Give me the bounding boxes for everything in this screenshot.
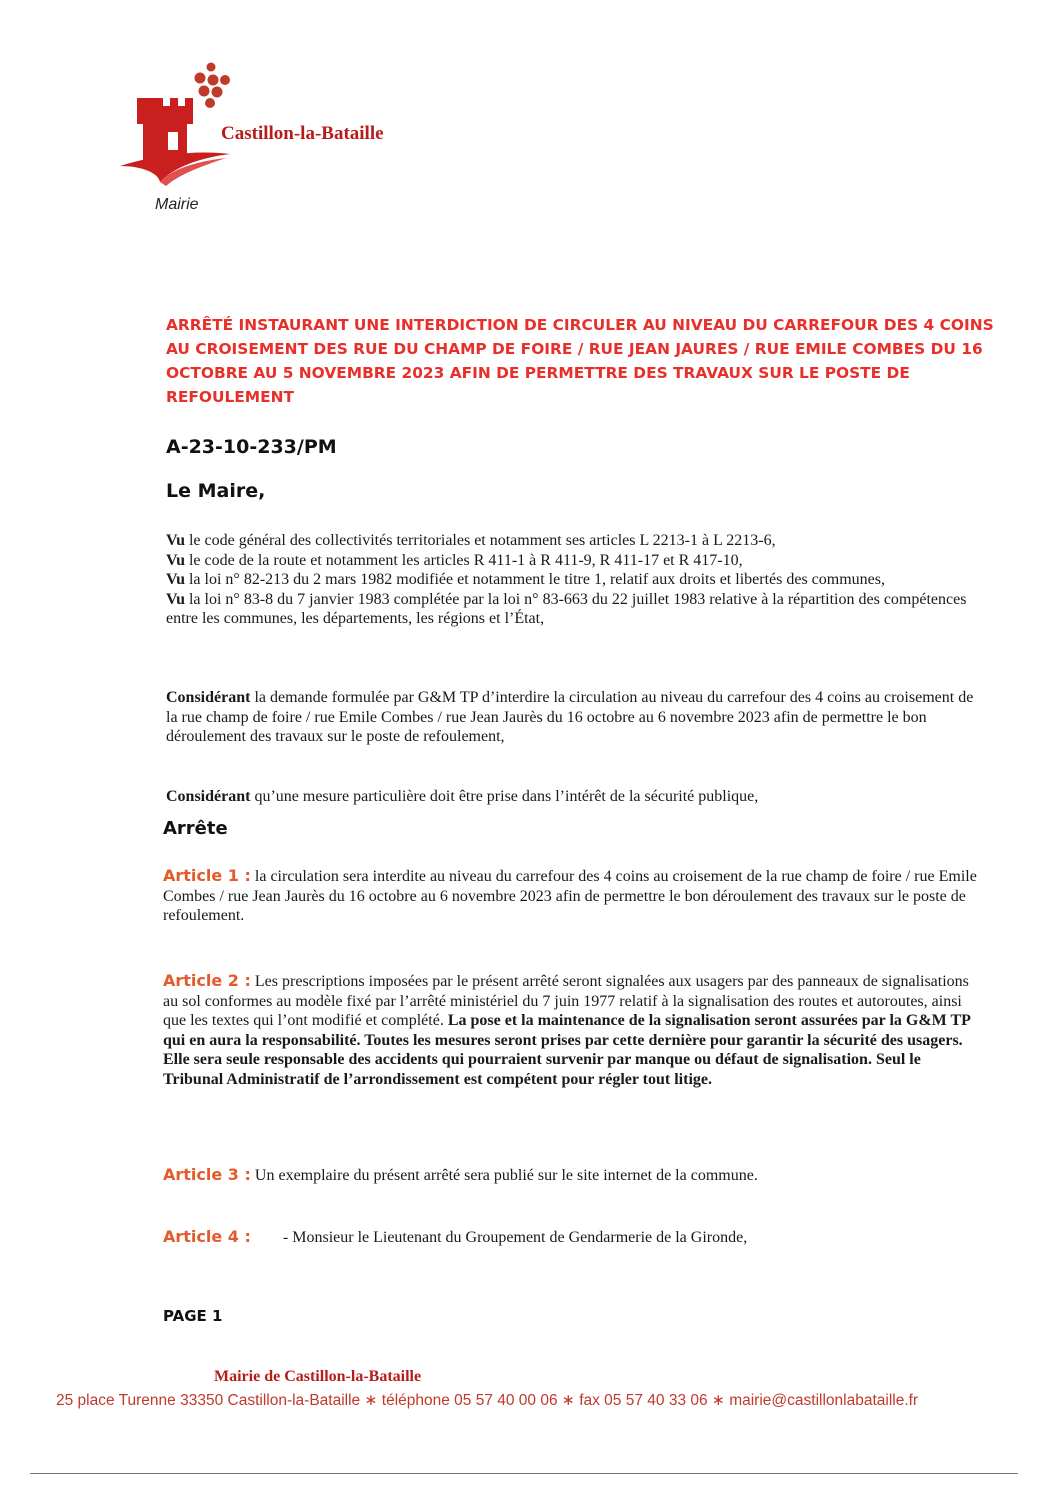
considerant-2: Considérant qu’une mesure particulière doit être prise dans l’intérêt de la sécurité publique,: [166, 788, 759, 805]
page-number: PAGE 1: [163, 1307, 223, 1325]
vu-list: [166, 531, 976, 629]
grapes-icon: [195, 63, 231, 109]
article-text: Les prescriptions imposées par le présent arrêté seront signalées aux usagers par des panneaux de signalisations au sol conformes au modèle fixé par l’arrêté ministériel du 7 juin 1977 relatif à la signalisation des routes et autoroutes, ainsi que les textes qui l’ont modifié et complété.: [163, 973, 969, 1029]
article-label: Article 1 :: [163, 866, 251, 885]
vu-item: Vu la loi n° 82-213 du 2 mars 1982 modifiée et notamment le titre 1, relatif aux droits et libertés des communes,: [166, 571, 885, 588]
arrete-heading: Arrête: [163, 818, 228, 839]
article-label: Article 4 :: [163, 1227, 251, 1246]
decree-title: ARRÊTÉ INSTAURANT UNE INTERDICTION DE CIRCULER AU NIVEAU DU CARREFOUR DES 4 COINS AU CROISEMENT DES RUE DU CHAMP DE FOIRE / RUE JEAN JAURES / RUE EMILE COMBES DU 16 OCTOBRE AU 5 NOVEMBRE 2023 AFIN DE PERMETTRE DES TRAVAUX SUR LE POSTE DE REFOULEMENT: [166, 316, 994, 406]
article-3: [163, 1165, 978, 1186]
article-label: Article 3 :: [163, 1165, 251, 1184]
article-text: la circulation sera interdite au niveau du carrefour des 4 coins au croisement de la rue champ de foire / rue Emile Combes / rue Jean Jaurès du 16 octobre au 6 novembre 2023 afin de permettre le bon déroulement des travaux sur le poste de refoulement.: [163, 868, 977, 924]
footer-address: 25 place Turenne 33350 Castillon-la-Bataille ∗ téléphone 05 57 40 00 06 ∗ fax 05 57 40 33 06 ∗ mairie@castillonlabataille.fr: [56, 1392, 919, 1409]
tower-icon: [137, 98, 193, 162]
article-text: Un exemplaire du présent arrêté sera publié sur le site internet de la commune.: [254, 1167, 758, 1184]
authority-heading: Le Maire,: [166, 480, 266, 502]
article-1: [163, 866, 978, 926]
vu-item: Vu le code de la route et notamment les articles R 411-1 à R 411-9, R 411-17 et R 417-10,: [166, 551, 743, 569]
article-text-bold: La pose et la maintenance de la signalisation seront assurées par la G&M TP qui en aura la responsabilité. Toutes les mesures seront prises par cette dernière pour garantir la sécurité des usagers. Elle sera seule responsable des accidents qui pourraient survenir par manque ou défaut de signalisation. Seul le Tribunal Administratif de l’arrondissement est compétent pour régler tout litige.: [163, 1012, 971, 1088]
footer-divider: [30, 1473, 1018, 1474]
vu-item: Vu le code général des collectivités territoriales et notamment ses articles L 2213-1 à L 2213-6,: [166, 532, 776, 549]
footer-name: Mairie de Castillon-la-Bataille: [214, 1368, 422, 1385]
vu-item: Vu la loi n° 83-8 du 7 janvier 1983 complétée par la loi n° 83-663 du 22 juillet 1983 relative à la répartition des compétences entre les communes, les départements, les régions et l’État,: [166, 590, 967, 627]
municipality-name: Castillon-la-Bataille: [221, 123, 384, 144]
article-label: Article 2 :: [163, 971, 251, 990]
mairie-subtitle: Mairie: [155, 196, 199, 213]
article-4: [163, 1227, 978, 1248]
article-2: [163, 971, 978, 1089]
considerant-1: Considérant la demande formulée par G&M TP d’interdire la circulation au niveau du carrefour des 4 coins au croisement de la rue champ de foire / rue Emile Combes / rue Jean Jaurès du 16 octobre au 6 novembre 2023 afin de permettre le bon déroulement des travaux sur le poste de refoulement,: [166, 689, 974, 745]
decree-reference: A-23-10-233/PM: [166, 436, 337, 458]
article-text: - Monsieur le Lieutenant du Groupement de Gendarmerie de la Gironde,: [282, 1229, 748, 1246]
